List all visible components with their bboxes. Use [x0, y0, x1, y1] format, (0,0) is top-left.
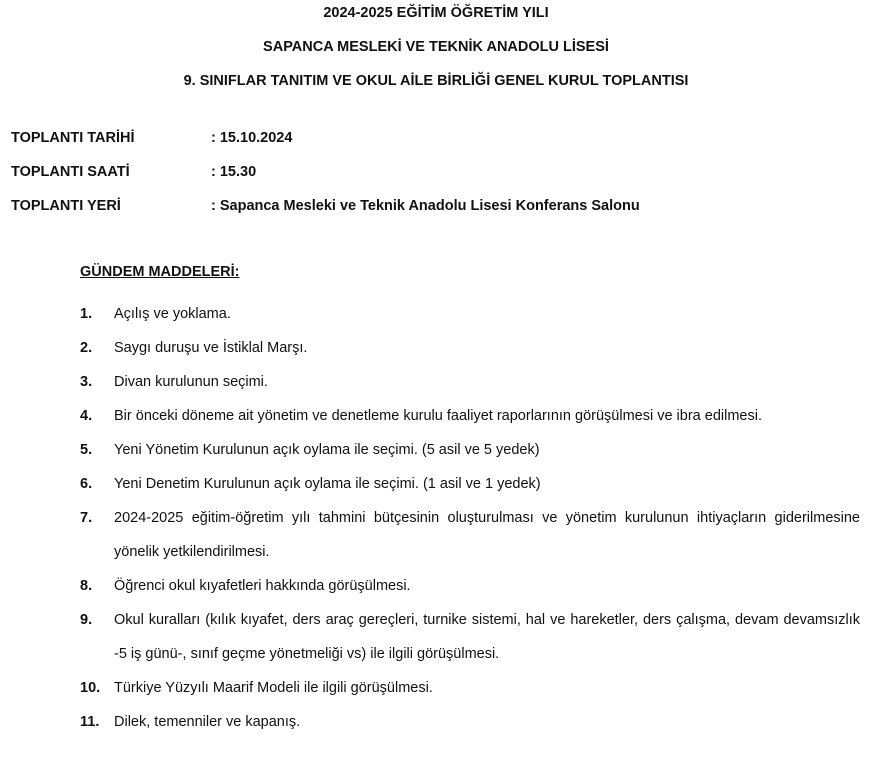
agenda-item-number: 11. — [80, 714, 100, 730]
agenda-item-number: 9. — [80, 612, 93, 628]
agenda-item — [80, 433, 860, 467]
header-year: 2024-2025 EĞİTİM ÖĞRETİM YILI — [323, 5, 549, 21]
agenda-title: GÜNDEM MADDELERİ: — [80, 264, 240, 280]
meeting-time-value: : 15.30 — [211, 164, 257, 180]
agenda-item — [80, 331, 860, 365]
agenda-item-text: 2024-2025 eğitim-öğretim yılı tahmini bütçesinin oluşturulması ve yönetim kurulunun ihtiyaçların giderilmesine yönelik yetkilendirilmesi. — [114, 510, 860, 560]
agenda-item — [80, 365, 860, 399]
agenda-item-number: 5. — [80, 442, 93, 458]
agenda-item-number: 7. — [80, 510, 93, 526]
agenda-item — [80, 705, 860, 739]
agenda-item — [80, 399, 860, 433]
agenda-item-number: 1. — [80, 306, 93, 322]
meeting-date-value: : 15.10.2024 — [211, 130, 293, 146]
header-school: SAPANCA MESLEKİ VE TEKNİK ANADOLU LİSESİ — [263, 39, 609, 55]
agenda-item-text: Türkiye Yüzyılı Maarif Modeli ile ilgili görüşülmesi. — [114, 680, 433, 696]
agenda-item-number: 2. — [80, 340, 93, 356]
agenda-item — [80, 671, 860, 705]
agenda-item-text: Öğrenci okul kıyafetleri hakkında görüşülmesi. — [114, 578, 411, 594]
agenda-item-number: 3. — [80, 374, 93, 390]
agenda-item — [80, 501, 860, 569]
agenda-item-text: Saygı duruşu ve İstiklal Marşı. — [114, 340, 308, 356]
agenda-item — [80, 569, 860, 603]
meeting-place-label: TOPLANTI YERİ — [11, 198, 121, 214]
meeting-date-label: TOPLANTI TARİHİ — [11, 130, 135, 146]
agenda-item — [80, 467, 860, 501]
agenda-item-text: Okul kuralları (kılık kıyafet, ders araç gereçleri, turnike sistemi, hal ve hareketler, ders çalışma, devam devamsızlık -5 iş günü-, sınıf geçme yönetmeliği vs) ile ilgili görüşülmesi. — [114, 612, 860, 662]
meeting-place-value: : Sapanca Mesleki ve Teknik Anadolu Lisesi Konferans Salonu — [211, 198, 640, 214]
agenda-item-number: 8. — [80, 578, 93, 594]
agenda-item-text: Yeni Denetim Kurulunun açık oylama ile seçimi. (1 asil ve 1 yedek) — [114, 476, 541, 492]
agenda-item-text: Dilek, temenniler ve kapanış. — [114, 714, 301, 730]
meeting-time-label: TOPLANTI SAATİ — [11, 164, 130, 180]
agenda-item-text: Açılış ve yoklama. — [114, 306, 231, 322]
agenda-item — [80, 603, 860, 671]
agenda-item-number: 4. — [80, 408, 93, 424]
header-meeting-title: 9. SINIFLAR TANITIM VE OKUL AİLE BİRLİĞİ GENEL KURUL TOPLANTISI — [183, 73, 689, 89]
agenda-item-number: 6. — [80, 476, 93, 492]
agenda-item-text: Yeni Yönetim Kurulunun açık oylama ile seçimi. (5 asil ve 5 yedek) — [114, 442, 540, 458]
agenda-item-text: Divan kurulunun seçimi. — [114, 374, 268, 390]
agenda-item-number: 10. — [80, 680, 101, 696]
agenda-item-text: Bir önceki döneme ait yönetim ve denetleme kurulu faaliyet raporlarının görüşülmesi ve ibra edilmesi. — [114, 408, 762, 424]
agenda-list — [80, 297, 860, 739]
agenda-item — [80, 297, 860, 331]
